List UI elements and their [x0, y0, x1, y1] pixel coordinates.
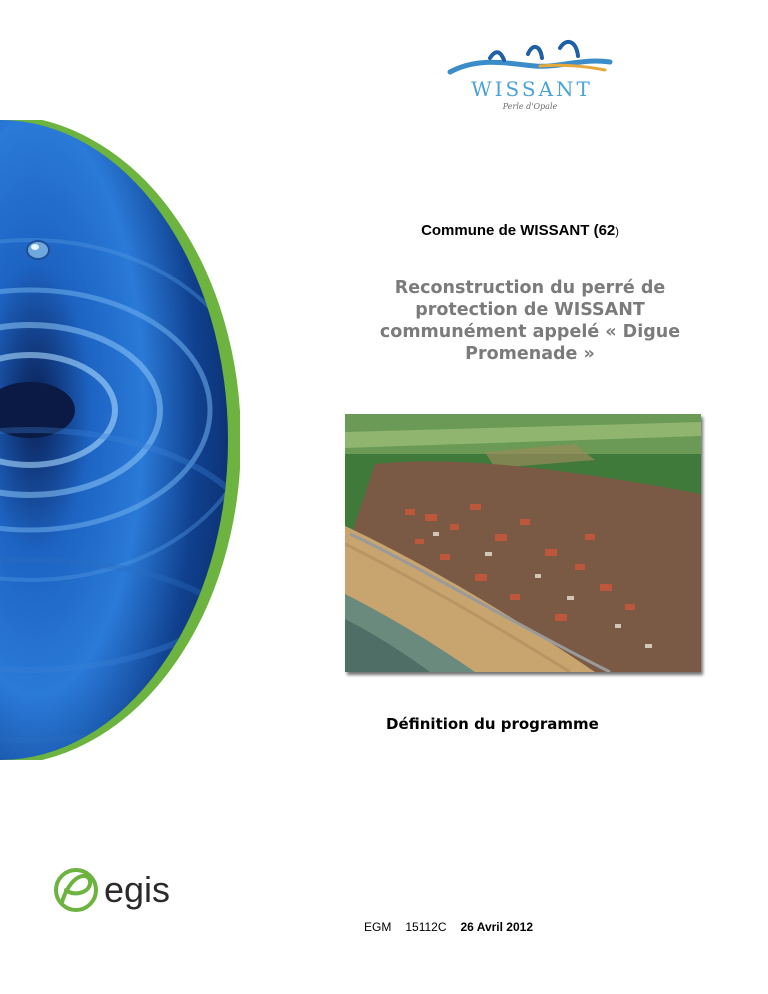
document-title	[350, 277, 710, 365]
title-line: Reconstruction du perré de	[394, 278, 666, 298]
logo-tagline: Perle d'Opale	[502, 102, 558, 111]
aerial-photo	[345, 414, 701, 672]
title-line: protection de WISSANT	[415, 300, 645, 320]
commune-suffix: )	[615, 226, 619, 238]
footer-date: 26 Avril 2012	[460, 920, 533, 934]
egis-wordmark: egis	[104, 869, 171, 910]
wissant-wordmark: WISSANT	[471, 77, 593, 101]
commune-heading	[330, 222, 710, 239]
footer-ref: EGM	[364, 920, 392, 934]
footer-reference	[364, 920, 533, 934]
title-line: Promenade »	[465, 344, 595, 364]
water-ripple-image	[0, 120, 240, 760]
egis-logo	[52, 862, 202, 918]
document-subtitle: Définition du programme	[386, 715, 599, 733]
title-line: communément appelé « Digue	[379, 322, 681, 342]
commune-text: Commune de WISSANT (62	[421, 222, 616, 239]
footer-code: 15112C	[405, 920, 447, 934]
